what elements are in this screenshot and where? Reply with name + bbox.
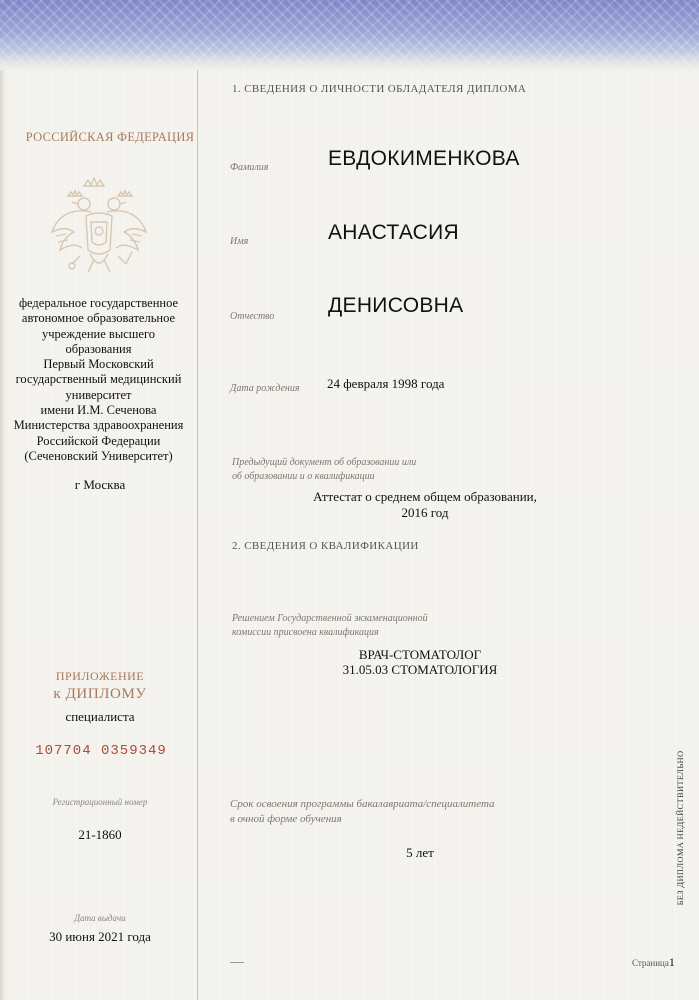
page-edge-shadow: [0, 70, 6, 1000]
page-number: 1: [668, 955, 675, 969]
org-line: имени И.М. Сеченова: [40, 403, 157, 418]
org-line: образования: [65, 341, 132, 356]
org-line: государственный медицинский: [15, 372, 182, 387]
degree-type: специалиста: [65, 709, 135, 724]
org-line: федеральное государственное: [18, 296, 179, 310]
previous-document-label-line: об образовании и о квалификации: [232, 471, 375, 482]
org-line: Первый Московский: [43, 357, 154, 372]
patronymic-value: ДЕНИСОВНА: [328, 294, 464, 317]
org-line: (Сеченовский Университет): [24, 448, 173, 463]
section-title-personal: 1. СВЕДЕНИЯ О ЛИЧНОСТИ ОБЛАДАТЕЛЯ ДИПЛОМА: [232, 83, 527, 95]
surname-value: ЕВДОКИМЕНКОВА: [328, 147, 520, 170]
qualification-value: [300, 647, 540, 677]
section-title-qualification: 2. СВЕДЕНИЯ О КВАЛИФИКАЦИИ: [232, 540, 419, 552]
country-name: РОССИЙСКАЯ ФЕДЕРАЦИЯ: [25, 130, 195, 144]
column-divider: [197, 70, 198, 1000]
page-indicator: [632, 955, 675, 970]
birth-date-value: 24 февраля 1998 года: [327, 376, 445, 391]
coat-of-arms-icon: [44, 172, 154, 282]
name-value: АНАСТАСИЯ: [328, 221, 459, 244]
org-line: университет: [65, 387, 132, 402]
qualification-code: 31.05.03 СТОМАТОЛОГИЯ: [342, 662, 498, 677]
previous-document-label-line: Предыдущий документ об образовании или: [232, 457, 417, 468]
issue-date-label: Дата выдачи: [74, 913, 126, 923]
surname-label: Фамилия: [230, 162, 269, 173]
commission-decision-line: комиссии присвоена квалификация: [232, 627, 379, 638]
study-term-label-line: в очной форме обучения: [230, 813, 342, 825]
validity-note: БЕЗ ДИПЛОМА НЕДЕЙСТВИТЕЛЬНО: [675, 750, 685, 906]
org-line: Российской Федерации: [36, 433, 161, 448]
previous-document-value-line: 2016 год: [401, 505, 449, 520]
qualification-title: ВРАЧ-СТОМАТОЛОГ: [358, 647, 482, 662]
registration-number: 21-1860: [78, 827, 122, 842]
org-line: учреждение высшего: [41, 326, 156, 341]
birth-date-label: Дата рождения: [230, 383, 300, 394]
commission-decision-label: [232, 612, 492, 640]
org-line: Министерства здравоохранения: [13, 418, 184, 433]
study-term-label-line: Срок освоения программы бакалавриата/специалитета: [230, 798, 495, 810]
registration-label: Регистрационный номер: [52, 797, 148, 807]
appendix-title: ПРИЛОЖЕНИЕ: [55, 669, 145, 683]
name-label: Имя: [230, 236, 249, 247]
city: г Москва: [74, 477, 126, 492]
issue-date: 30 июня 2021 года: [49, 929, 151, 944]
previous-document-value: [290, 489, 560, 521]
page-label: Страница: [632, 958, 669, 968]
previous-document-value-line: Аттестат о среднем общем образовании,: [313, 489, 537, 504]
previous-document-label: [232, 456, 492, 484]
footer-dash: [230, 962, 244, 963]
study-term-label: [230, 797, 550, 827]
org-line: автономное образовательное: [21, 311, 176, 326]
university-name: [0, 296, 197, 464]
appendix-subtitle: к ДИПЛОМУ: [53, 686, 147, 702]
study-term-value: 5 лет: [406, 845, 434, 860]
patronymic-label: Отчество: [230, 311, 275, 322]
commission-decision-line: Решением Государственной экзаменационной: [232, 613, 428, 624]
blank-serial-number: 107704 0359349: [35, 743, 167, 759]
